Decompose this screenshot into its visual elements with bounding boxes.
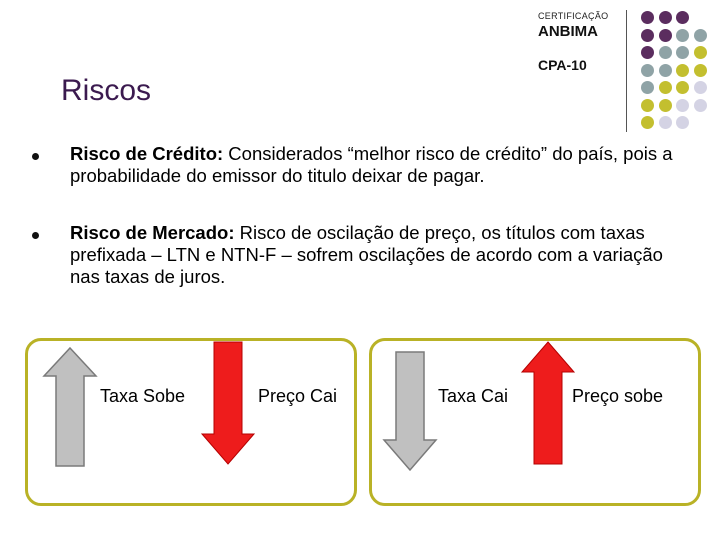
bullet-text: Risco de oscilação de preço, os títulos com taxas prefixada – LTN e NTN-F – sofrem oscilações de acordo com a variação nas taxas de juros.	[70, 222, 663, 287]
rate-arrow-shape	[44, 348, 96, 466]
decorative-dot	[676, 29, 689, 42]
decorative-dot	[659, 64, 672, 77]
rate-label: Taxa Sobe	[100, 386, 186, 406]
decorative-dot	[659, 46, 672, 59]
bullet-term: Risco de Crédito:	[70, 143, 224, 164]
decorative-dot	[694, 46, 707, 59]
bullet-market-risk	[70, 222, 690, 288]
decorative-dot	[659, 11, 672, 24]
decorative-dot	[641, 81, 654, 94]
decorative-dot	[641, 116, 654, 129]
decorative-dot	[694, 64, 707, 77]
decorative-dot	[641, 46, 654, 59]
price-label: Preço sobe	[572, 386, 664, 406]
decorative-dot	[676, 81, 689, 94]
decorative-dot	[641, 64, 654, 77]
bullet-term: Risco de Mercado:	[70, 222, 235, 243]
page-title: Riscos	[61, 74, 152, 107]
decorative-dot	[676, 116, 689, 129]
bullet-credit-risk	[70, 143, 690, 187]
decorative-dot	[641, 11, 654, 24]
rate-arrow-shape	[384, 352, 436, 470]
decorative-dot	[641, 29, 654, 42]
header-divider	[626, 10, 627, 132]
decorative-dot	[694, 99, 707, 112]
decorative-dot	[659, 116, 672, 129]
price-arrow-shape	[522, 342, 574, 464]
brand-name: ANBIMA	[538, 23, 598, 40]
arrow-down-icon	[200, 340, 256, 466]
decorative-dot	[659, 29, 672, 42]
certification-label: CERTIFICAÇÃO	[538, 11, 609, 21]
decorative-dot	[676, 46, 689, 59]
decorative-dot	[676, 11, 689, 24]
price-label: Preço Cai	[258, 386, 338, 406]
bullet-marker	[32, 153, 39, 160]
decorative-dot	[659, 81, 672, 94]
decorative-dot	[694, 29, 707, 42]
decorative-dot	[676, 99, 689, 112]
rate-label: Taxa Cai	[438, 386, 509, 406]
arrow-up-icon	[520, 340, 576, 466]
bullet-marker	[32, 232, 39, 239]
arrow-up-icon	[42, 346, 98, 468]
course-code: CPA-10	[538, 57, 587, 73]
decorative-dot	[694, 81, 707, 94]
decorative-dot	[676, 64, 689, 77]
bullet-text: Considerados “melhor risco de crédito” do país, pois a probabilidade do emissor do titulo deixar de pagar.	[70, 143, 673, 186]
decorative-dot	[659, 99, 672, 112]
price-arrow-shape	[202, 342, 254, 464]
decorative-dot	[641, 99, 654, 112]
arrow-down-icon	[382, 350, 438, 472]
